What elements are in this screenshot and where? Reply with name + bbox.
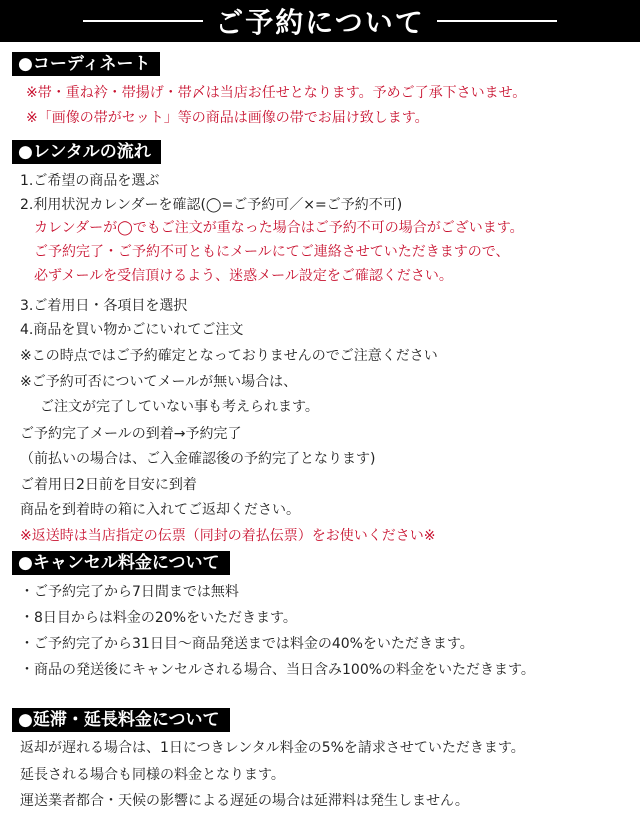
section-heading-flow: ●レンタルの流れ bbox=[12, 140, 161, 164]
flow-warning: ※返送時は当店指定の伝票（同封の着払伝票）をお使いください※ bbox=[20, 528, 436, 544]
coordinate-note: ※「画像の帯がセット」等の商品は画像の帯でお届け致します。 bbox=[26, 110, 429, 126]
delay-item: 延長される場合も同様の料金となります。 bbox=[20, 767, 285, 783]
flow-step: 商品を到着時の箱に入れてご返却ください。 bbox=[20, 502, 300, 518]
flow-step: ※ご予約可否についてメールが無い場合は、 bbox=[20, 374, 298, 390]
banner-rule-left bbox=[83, 20, 203, 22]
section-heading-delay: ●延滞・延長料金について bbox=[12, 708, 230, 732]
flow-warning: ご予約完了・ご予約不可ともにメールにてご連絡させていただきますので、 bbox=[34, 244, 510, 260]
delay-item: 返却が遅れる場合は、1日につきレンタル料金の5%を請求させていただきます。 bbox=[20, 740, 525, 756]
flow-step: 1.ご希望の商品を選ぶ bbox=[20, 173, 160, 189]
flow-warning: カレンダーが◯でもご注文が重なった場合はご予約不可の場合がございます。 bbox=[34, 220, 524, 236]
flow-step: ※この時点ではご予約確定となっておりませんのでご注意ください bbox=[20, 348, 438, 364]
flow-step: 4.商品を買い物かごにいれてご注文 bbox=[20, 322, 244, 338]
flow-step: 2.利用状況カレンダーを確認(◯=ご予約可／×=ご予約不可) bbox=[20, 197, 403, 213]
flow-step: ご予約完了メールの到着→予約完了 bbox=[20, 426, 242, 442]
cancel-item: ・ご予約完了から7日間までは無料 bbox=[20, 584, 239, 600]
flow-step: ご着用日2日前を目安に到着 bbox=[20, 477, 197, 493]
section-heading-cancel: ●キャンセル料金について bbox=[12, 551, 230, 575]
page-title: ご予約について bbox=[215, 6, 425, 39]
cancel-item: ・8日目からは料金の20%をいただきます。 bbox=[20, 610, 297, 626]
flow-step: （前払いの場合は、ご入金確認後の予約完了となります) bbox=[20, 451, 376, 467]
flow-step: 3.ご着用日・各項目を選択 bbox=[20, 298, 188, 314]
cancel-item: ・商品の発送後にキャンセルされる場合、当日含み100%の料金をいただきます。 bbox=[20, 662, 535, 678]
banner-rule-right bbox=[437, 20, 557, 22]
cancel-item: ・ご予約完了から31日目～商品発送までは料金の40%をいただきます。 bbox=[20, 636, 474, 652]
flow-warning: 必ずメールを受信頂けるよう、迷惑メール設定をご確認ください。 bbox=[34, 268, 453, 284]
coordinate-note: ※帯・重ね衿・帯揚げ・帯〆は当店お任せとなります。予めご了承下さいませ。 bbox=[26, 85, 527, 101]
delay-item: 運送業者都合・天候の影響による遅延の場合は延滞料は発生しません。 bbox=[20, 793, 469, 809]
title-banner bbox=[0, 0, 640, 42]
section-heading-coordinate: ●コーディネート bbox=[12, 52, 160, 76]
flow-step: ご注文が完了していない事も考えられます。 bbox=[40, 399, 319, 415]
